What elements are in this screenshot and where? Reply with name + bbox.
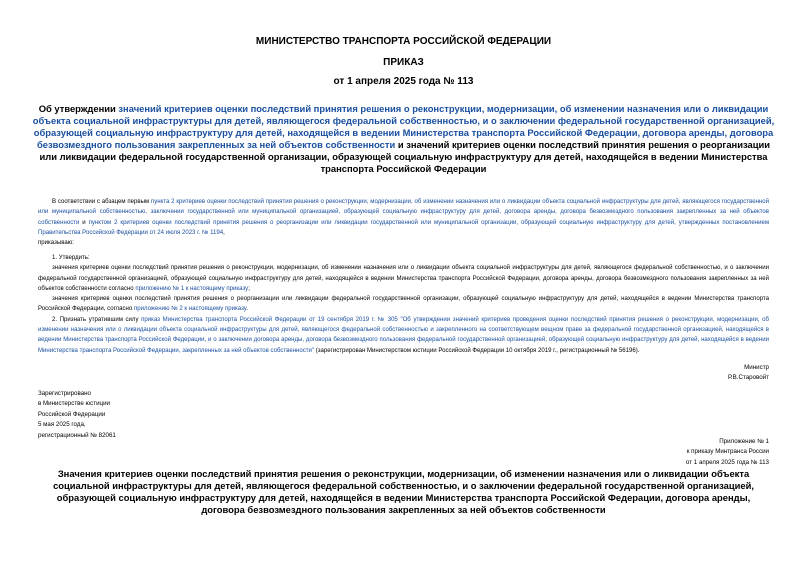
approve-clause: 1. Утвердить: [52,255,90,261]
signature-block [728,363,769,384]
repeal-text: 2. Признать утратившим силу [52,316,142,323]
approval-prefix: Об утверждении [38,103,119,114]
appendix-header [686,437,769,468]
order-word: приказываю: [38,240,74,247]
registration-line: Зарегистрировано [38,390,91,397]
order-items [38,253,769,356]
item1-end: ; [248,285,250,292]
item1-text: значения критериев оценки последствий принятия решения о реконструкции, модернизации, об изменении назначения или о ликвидации объекта социальной инфраструктуры для детей, являющегося федеральной собственностью, и о заключении федеральной государственной организацией, образующей социальную инфраструктуру для детей, находящейся в ведении Министерства транспорта Российской Федерации, договора аренды, договора безвозмездного пользования закрепленных за ней объектов собственности согласно [38,265,769,292]
signer-title: Министр [744,364,769,371]
approve-item-2 [38,294,769,315]
appendix-date: от 1 апреля 2025 года № 113 [685,458,769,466]
repeal-registration: (зарегистрирован Министерством юстиции Российской Федерации 10 октября 2019 г., регистрационный № 56196). [314,347,640,354]
appendix-title: Значения критериев оценки последствий принятия решения о реконструкции, модернизации, об изменении назначения или о ликвидации объекта социальной инфраструктуры для детей, являющегося федеральной собственностью, и о заключении федеральной государственной организацией, образующей социальную инфраструктуру для детей, находящейся в ведении Министерства транспорта Российской Федерации, договора аренды, договора безвозмездного пользования закрепленных за ней объектов собственности [53,468,754,515]
document-type: ПРИКАЗ [383,57,424,68]
repeal-clause [38,315,769,356]
preamble-paragraph [38,197,769,238]
registration-date: 5 мая 2025 года, [38,421,86,429]
signer-name: Р.В.Старовойт [727,374,769,382]
appendix-1-link[interactable]: приложению № 1 к настоящему приказу [135,285,249,292]
criteria-link-2[interactable]: пунктом 2 критериев оценки последствий принятия решения о реорганизации или ликвидации государственной или муниципальной организации, образующей социальную инфраструктуру для детей, утвержденных постановлением Правительства Российской Федерации от 24 июля 2023 г. № 1194 [38,219,769,236]
preamble-text-2: и [79,219,89,226]
preamble [38,197,769,248]
registration-block [38,389,116,441]
criteria-link-1[interactable]: пункта 2 критериев оценки последствий принятия решения о реконструкции, модернизации, об изменении назначения или о ликвидации объекта социальной инфраструктуры для детей, являющегося государственной или муниципальной собственностью, заключении государственной или муниципальной организацией, образующей социальную инфраструктуру для детей, договора аренды, договора безвозмездного пользования закрепленных за ней объектов собственности [38,199,770,226]
preamble-text-1: В соответствии с абзацем первым [52,199,151,205]
registration-number: регистрационный № 82061 [38,431,116,439]
item2-text: значения критериев оценки последствий принятия решения о реорганизации или ликвидации федеральной государственной организации, образующей социальную инфраструктуру для детей, находящейся в ведении Министерства транспорта Российской Федерации, согласно [38,296,769,313]
document-date: от 1 апреля 2025 года № 113 [333,76,474,87]
appendix-number: Приложение № 1 [719,438,769,445]
ministry-title: МИНИСТЕРСТВО ТРАНСПОРТА РОССИЙСКОЙ ФЕДЕРАЦИИ [255,36,552,47]
preamble-text-3: , [223,229,225,236]
approve-item-1 [38,263,769,294]
approval-heading [30,103,777,174]
appendix-2-link[interactable]: приложению № 2 к настоящему приказу [133,306,247,313]
approval-link[interactable]: значений критериев оценки последствий принятия решения о реконструкции, модернизации, об изменении назначения или о ликвидации объекта социальной инфраструктуры для детей, являющегося федеральной собственностью, и о заключении федеральной государственной организацией, образующей социальную инфраструктуру для детей, находящейся в ведении Министерства транспорта Российской Федерации, договора аренды, договора безвозмездного пользования закрепленных за ней объектов собственности [32,103,775,150]
repealed-order-link[interactable]: приказ Министерства транспорта Российской Федерации от 19 сентября 2019 г. № 305 "Об утверждении значений критериев проведения оценки последствий принятия решения о реконструкции, модернизации, об изменении назначения или о ликвидации объекта социальной инфраструктуры для детей, являющегося федеральной собственностью и закрепленного на соответствующем вещном праве за федеральной государственной организацией, находящейся в ведении Министерства транспорта Российской Федерации, и о заключении договора аренды, договора безвозмездного пользования федеральной государственной организацией, образующей социальную инфраструктуру для детей, находящейся в ведении Министерства транспорта Российской Федерации, закрепленных за ней объектов собственности" [38,316,770,354]
registration-line: в Министерстве юстиции [38,400,111,408]
registration-line: Российской Федерации [38,410,106,418]
approval-suffix: и значений критериев оценки последствий принятия решения о реорганизации или ликвидации федеральной государственной организации, образующей социальную инфраструктуру для детей, находящейся в ведении Министерства транспорта Российской Федерации [39,138,771,174]
appendix-order-ref: к приказу Минтранса России [686,448,769,456]
item2-end: . [246,306,248,313]
